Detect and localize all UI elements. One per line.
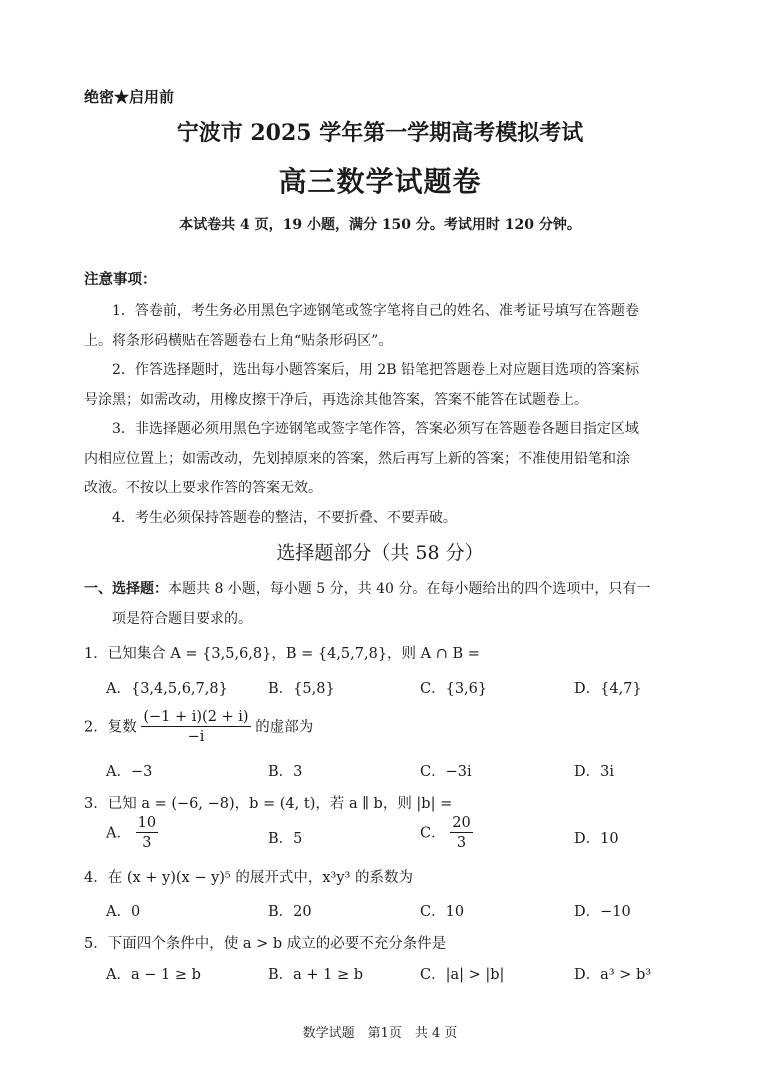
q2-suffix: 的虚部为 (255, 719, 314, 736)
paper-title: 高三数学试题卷 (278, 165, 482, 198)
notice-line: 2．作答选择题时，选出每小题答案后，用 2B 铅笔把答题卷上对应题目选项的答案标 (112, 362, 640, 378)
q3-c-numerator: 20 (452, 815, 471, 831)
notice-line: 号涂黑；如需改动，用橡皮擦干净后，再选涂其他答案，答案不能答在试题卷上。 (84, 392, 588, 408)
q2-denominator: −i (187, 729, 205, 745)
q3-a-numerator: 10 (137, 815, 157, 831)
page-footer: 数学试题 第1页 共 4 页 (302, 1026, 458, 1041)
q3-option-a (106, 814, 158, 853)
q2-fraction (141, 708, 250, 747)
q4-option-a: A．0 (106, 904, 141, 920)
mcq-label: 一、选择题： (84, 581, 168, 597)
q1-option-b: B．{5,8} (268, 681, 335, 697)
q3-option-c-label: C． (420, 825, 446, 842)
notice-heading: 注意事项： (84, 271, 157, 288)
q2-prefix: 2．复数 (84, 719, 137, 736)
exam-title: 宁波市 2025 学年第一学期高考模拟考试 (176, 120, 584, 146)
q2-option-d: D．3i (574, 764, 614, 780)
q1-option-d: D．{4,7} (574, 681, 642, 697)
q2-numerator: (−1 + i)(2 + i) (143, 709, 249, 725)
notice-line: 1．答卷前，考生务必用黑色字迹钢笔或签字笔将自己的姓名、准考证号填写在答题卷 (112, 303, 639, 319)
q3-option-d: D．10 (574, 831, 619, 847)
question-1-stem: 1．已知集合 A = {3,5,6,8}，B = {4,5,7,8}，则 A ∩ B = (84, 646, 480, 662)
q4-option-d: D．−10 (574, 904, 631, 920)
exam-info: 本试卷共 4 页，19 小题，满分 150 分。考试用时 120 分钟。 (179, 217, 581, 233)
q2-option-b: B．3 (268, 764, 303, 780)
q1-option-c: C．{3,6} (420, 681, 488, 697)
q3-option-a-fraction (136, 814, 158, 853)
notice-line: 4．考生必须保持答题卷的整洁，不要折叠、不要弄破。 (112, 510, 457, 526)
section-title: 选择题部分（共 58 分） (276, 542, 484, 564)
q3-option-c-fraction (450, 814, 472, 853)
confidential-mark: 绝密★启用前 (84, 88, 175, 106)
question-5-stem: 5．下面四个条件中，使 a > b 成立的必要不充分条件是 (84, 936, 447, 952)
q2-option-c: C．−3i (420, 764, 472, 780)
q3-option-a-label: A． (106, 825, 131, 842)
q3-a-denominator: 3 (142, 835, 152, 851)
mcq-text-cont: 项是符合题目要求的。 (112, 611, 252, 627)
q5-option-b: B．a + 1 ≥ b (268, 967, 364, 983)
notice-line: 内相应位置上；如需改动，先划掉原来的答案，然后再写上新的答案；不准使用铅笔和涂 (84, 451, 630, 467)
notice-line: 改液。不按以上要求作答的答案无效。 (84, 480, 322, 496)
mcq-text: 本题共 8 小题，每小题 5 分，共 40 分。在每小题给出的四个选项中，只有一 (168, 581, 651, 597)
notice-line: 上。将条形码横贴在答题卷右上角“贴条形码区”。 (84, 333, 393, 349)
mcq-instructions (84, 578, 650, 598)
notice-line: 3．非选择题必须用黑色字迹钢笔或签字笔作答，答案必须写在答题卷各题目指定区域 (112, 421, 639, 437)
q2-option-a: A．−3 (106, 764, 153, 780)
q3-option-c (420, 814, 473, 853)
q5-option-a: A．a − 1 ≥ b (106, 967, 201, 983)
q3-c-denominator: 3 (456, 835, 467, 851)
question-4-stem: 4．在 (x + y)(x − y)⁵ 的展开式中，x³y³ 的系数为 (84, 870, 413, 886)
q1-option-a: A．{3,4,5,6,7,8} (106, 681, 228, 697)
q5-option-d: D．a³ > b³ (574, 967, 652, 983)
question-3-stem: 3．已知 a = (−6, −8)，b = (4, t)，若 a ∥ b，则 |b| = (84, 796, 453, 812)
q4-option-b: B．20 (268, 904, 312, 920)
question-2-stem (84, 708, 313, 747)
q3-option-b: B．5 (268, 831, 303, 847)
q5-option-c: C．|a| > |b| (420, 967, 505, 983)
q4-option-c: C．10 (420, 904, 465, 920)
